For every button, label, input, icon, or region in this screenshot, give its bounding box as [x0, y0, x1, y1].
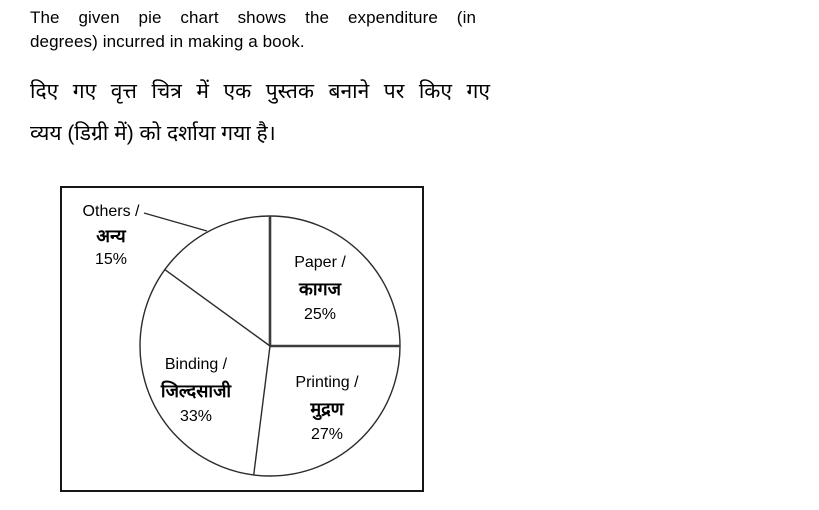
question-text-hindi [30, 71, 490, 155]
question-text-english [30, 6, 476, 54]
slice-label-printing [267, 370, 387, 448]
binding-label-english: Binding / [164, 356, 228, 373]
others-percent-value: 15% [94, 251, 128, 268]
pie-chart-figure [60, 186, 424, 492]
question-text-english-line1: The given pie chart shows the expenditure (in [30, 8, 476, 27]
question-text-english-line2: degrees) incurred in making a book. [30, 32, 305, 51]
binding-percent-value: 33% [179, 408, 213, 425]
paper-label-hindi: कागज [299, 279, 341, 299]
slice-label-paper [260, 250, 380, 328]
question-text-hindi-line2: व्यय (डिग्री में) को दर्शाया गया है। [30, 122, 276, 145]
printing-percent-value: 27% [310, 426, 344, 443]
others-label-hindi: अन्य [96, 226, 126, 246]
paper-label-english: Paper / [294, 254, 346, 271]
others-label-english: Others / [82, 203, 140, 220]
binding-others-divider-line [165, 270, 270, 346]
paper-percent-value: 25% [303, 306, 337, 323]
slice-label-others [66, 200, 156, 272]
printing-label-english: Printing / [295, 374, 359, 391]
printing-label-hindi: मुद्रण [310, 399, 344, 419]
slice-label-binding [136, 352, 256, 430]
binding-label-hindi: जिल्दसाजी [160, 381, 232, 401]
question-text-hindi-line1: दिए गए वृत्त चित्र में एक पुस्तक बनाने पर किए गए [30, 80, 490, 103]
